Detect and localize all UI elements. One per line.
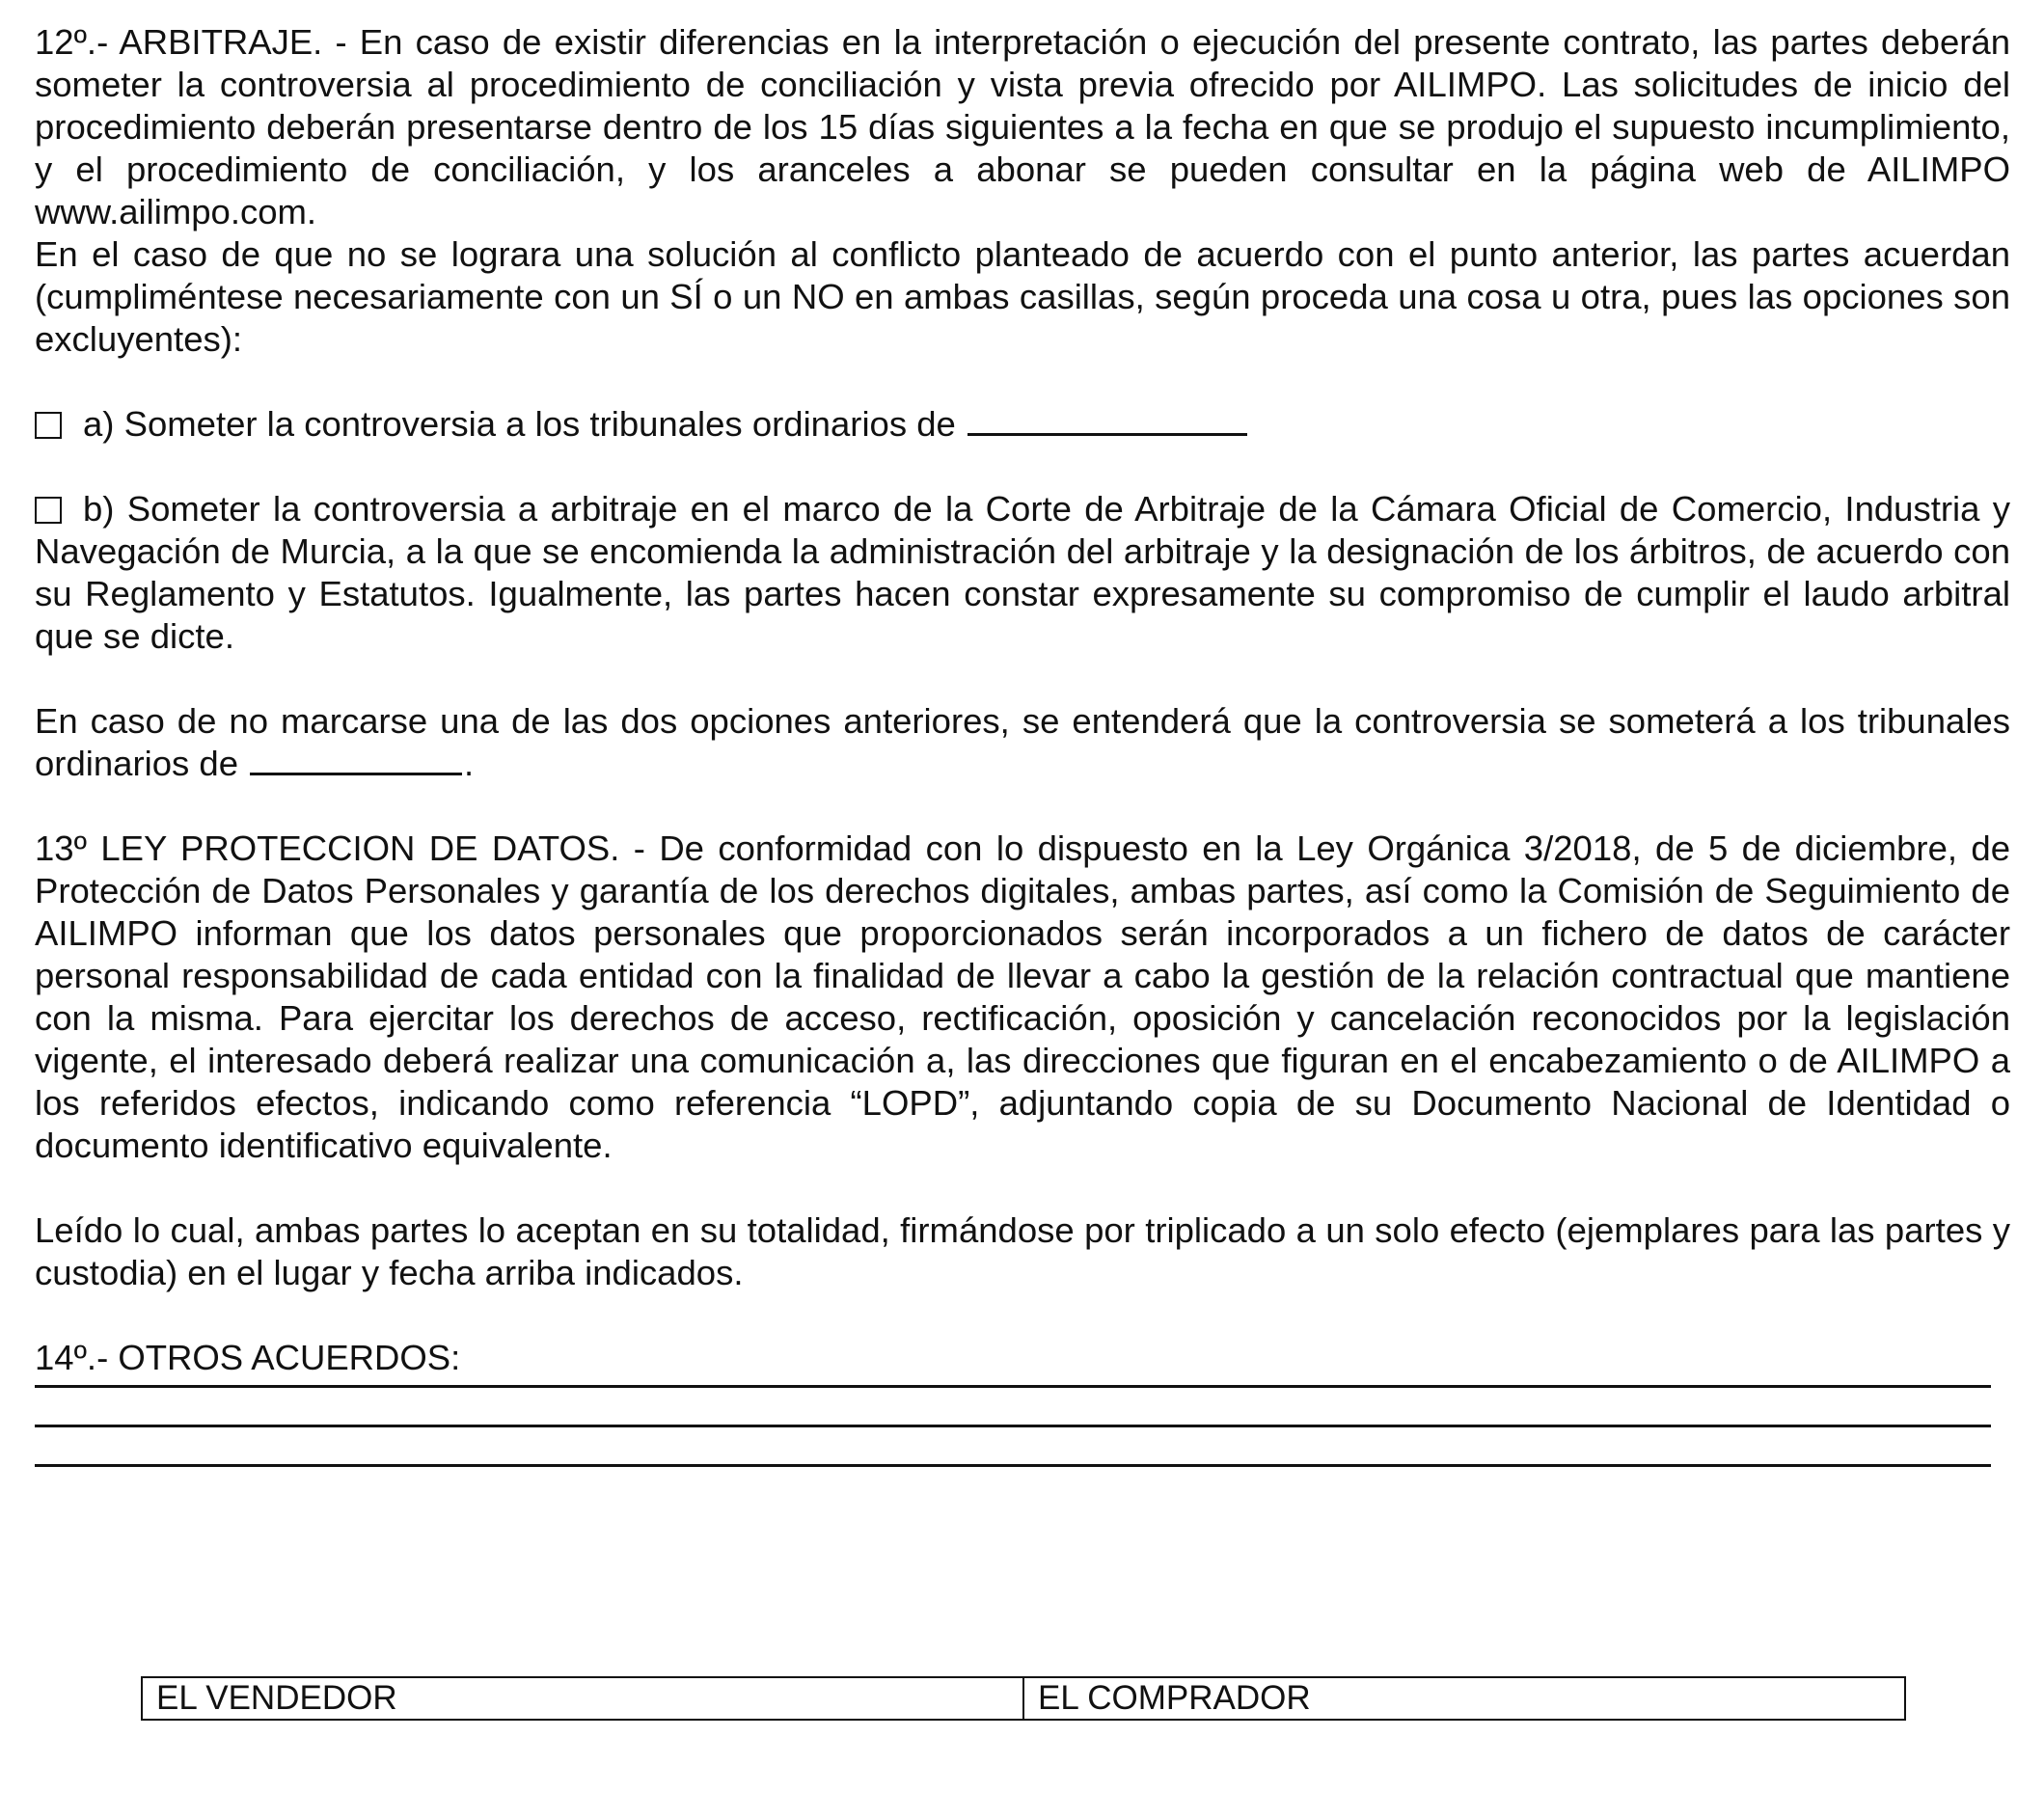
default-option-period: . (464, 744, 475, 783)
default-option-paragraph (35, 700, 2010, 785)
other-agreements-lines[interactable] (35, 1385, 2010, 1467)
option-a-court-blank[interactable] (967, 404, 1247, 436)
signature-table (141, 1676, 1906, 1721)
seller-signature-cell: EL VENDEDOR (156, 1679, 397, 1717)
option-a-checkbox[interactable] (35, 412, 62, 439)
default-option-text: En caso de no marcarse una de las dos opciones anteriores, se entenderá que la controversia se someterá a los tribunales ordinarios de (35, 701, 2010, 783)
option-b-label: b) Someter la controversia a arbitraje en el marco de la Corte de Arbitraje de la Cámara Oficial de Comercio, Industria y Navegación de Murcia, a la que se encomienda la administración del arbitraje y la designación de los árbitros, de acuerdo con su Reglamento y Estatutos. Igualmente, las partes hacen constar expresamente su compromiso de cumplir el laudo arbitral que se dicte. (35, 489, 2010, 656)
arbitration-paragraph: 12º.- ARBITRAJE. - En caso de existir diferencias en la interpretación o ejecución del presente contrato, las partes deberán someter la controversia al procedimiento de conciliación y vista previa ofrecido por AILIMPO. Las solicitudes de inicio del procedimiento deberán presentarse dentro de los 15 días siguientes a la fecha en que se produjo el supuesto incumplimiento, y el procedimiento de conciliación, y los aranceles a abonar se pueden consultar en la página web de AILIMPO www.ailimpo.com. (35, 22, 2010, 231)
option-a-row (35, 403, 2010, 446)
option-a-label: a) Someter la controversia a los tribunales ordinarios de (83, 404, 956, 444)
buyer-signature-cell: EL COMPRADOR (1022, 1678, 1904, 1719)
other-agreements-heading: 14º.- OTROS ACUERDOS: (35, 1338, 461, 1377)
option-b-checkbox[interactable] (35, 497, 62, 524)
other-agreements-line[interactable] (35, 1464, 1991, 1467)
other-agreements-line[interactable] (35, 1385, 1991, 1388)
other-agreements-line[interactable] (35, 1425, 1991, 1427)
document-page (35, 21, 2010, 1467)
option-b-row (35, 488, 2010, 658)
arbitration-options-intro: En el caso de que no se lograra una solución al conflicto planteado de acuerdo con el punto anterior, las partes acuerdan (cumpliméntese necesariamente con un SÍ o un NO en ambas casillas, según proceda una cosa u otra, pues las opciones son excluyentes): (35, 234, 2010, 359)
acceptance-paragraph: Leído lo cual, ambas partes lo aceptan en su totalidad, firmándose por triplicado a un solo efecto (ejemplares para las partes y custodia) en el lugar y fecha arriba indicados. (35, 1210, 2010, 1292)
data-protection-paragraph: 13º LEY PROTECCION DE DATOS. - De conformidad con lo dispuesto en la Ley Orgánica 3/2018, de 5 de diciembre, de Protección de Datos Personales y garantía de los derechos digitales, ambas partes, así como la Comisión de Seguimiento de AILIMPO informan que los datos personales que proporcionados serán incorporados a un fichero de datos de carácter personal responsabilidad de cada entidad con la finalidad de llevar a cabo la gestión de la relación contractual que mantiene con la misma. Para ejercitar los derechos de acceso, rectificación, oposición y cancelación reconocidos por la legislación vigente, el interesado deberá realizar una comunicación a, las direcciones que figuran en el encabezamiento o de AILIMPO a los referidos efectos, indicando como referencia “LOPD”, adjuntando copia de su Documento Nacional de Identidad o documento identificativo equivalente. (35, 828, 2010, 1165)
default-court-blank[interactable] (250, 744, 462, 775)
